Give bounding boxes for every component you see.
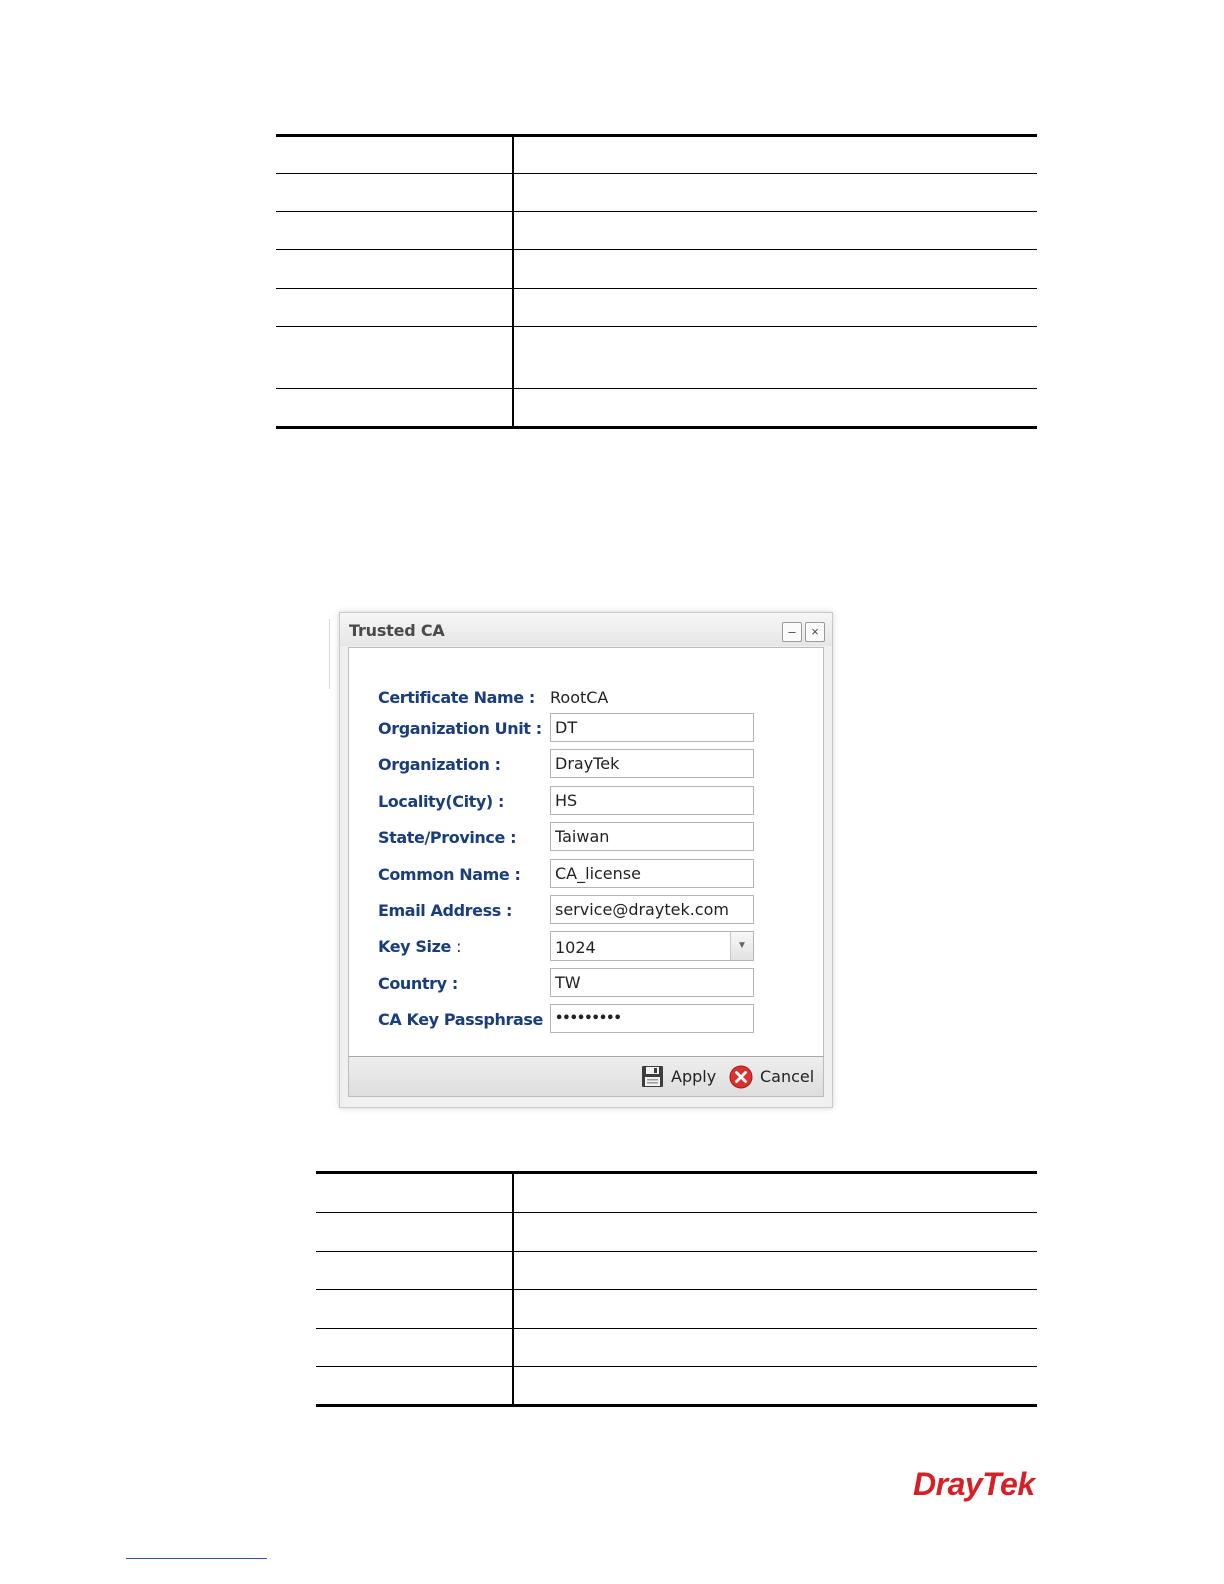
footer-link-underline[interactable] — [126, 1558, 267, 1559]
cancel-label: Cancel — [760, 1067, 815, 1086]
certificate-name-label: Certificate Name : — [378, 688, 535, 707]
country-label: Country : — [378, 974, 458, 993]
chevron-down-icon[interactable]: ▼ — [730, 932, 753, 960]
dialog-form — [348, 647, 824, 1057]
form-row-organization-unit — [349, 713, 823, 743]
organization-unit-input[interactable] — [550, 713, 754, 742]
cancel-button[interactable] — [729, 1065, 819, 1089]
state-province-label: State/Province : — [378, 828, 517, 847]
email-address-input[interactable] — [550, 895, 754, 924]
locality-input[interactable] — [550, 786, 754, 815]
dialog-titlebar[interactable] — [340, 613, 832, 646]
common-name-label: Common Name : — [378, 865, 521, 884]
certificate-name-value: RootCA — [550, 688, 609, 707]
form-row-state-province — [349, 822, 823, 852]
organization-unit-label: Organization Unit : — [378, 719, 542, 738]
form-row-email-address — [349, 895, 823, 925]
key-size-selected-value: 1024 — [555, 938, 596, 957]
form-row-key-size — [349, 931, 823, 961]
draytek-logo: DrayTek — [913, 1466, 1035, 1502]
country-input[interactable] — [550, 968, 754, 997]
key-size-label: Key Size : — [378, 937, 462, 956]
state-province-input[interactable] — [550, 822, 754, 851]
form-row-country — [349, 968, 823, 998]
form-row-organization — [349, 749, 823, 779]
email-address-label: Email Address : — [378, 901, 512, 920]
organization-label: Organization : — [378, 755, 501, 774]
form-row-certificate-name — [349, 682, 823, 712]
locality-label: Locality(City) : — [378, 792, 505, 811]
dialog-title: Trusted CA — [349, 621, 445, 640]
form-row-ca-key-passphrase — [349, 1004, 823, 1034]
ca-key-passphrase-input[interactable] — [550, 1004, 754, 1033]
minimize-icon[interactable]: – — [782, 622, 802, 642]
key-size-select[interactable] — [550, 931, 754, 961]
close-icon[interactable]: × — [805, 622, 825, 642]
common-name-input[interactable] — [550, 859, 754, 888]
parameter-table-top — [276, 134, 1037, 429]
trusted-ca-dialog — [339, 612, 833, 1108]
ca-key-passphrase-label: CA Key Passphrase — [378, 1010, 543, 1029]
organization-input[interactable] — [550, 749, 754, 778]
form-row-locality — [349, 786, 823, 816]
form-row-common-name — [349, 859, 823, 889]
cancel-icon — [729, 1065, 753, 1089]
apply-button[interactable] — [641, 1065, 715, 1089]
dialog-footer — [348, 1056, 824, 1097]
apply-label: Apply — [671, 1067, 717, 1086]
save-icon — [641, 1065, 665, 1089]
parameter-table-bottom — [316, 1171, 1037, 1407]
